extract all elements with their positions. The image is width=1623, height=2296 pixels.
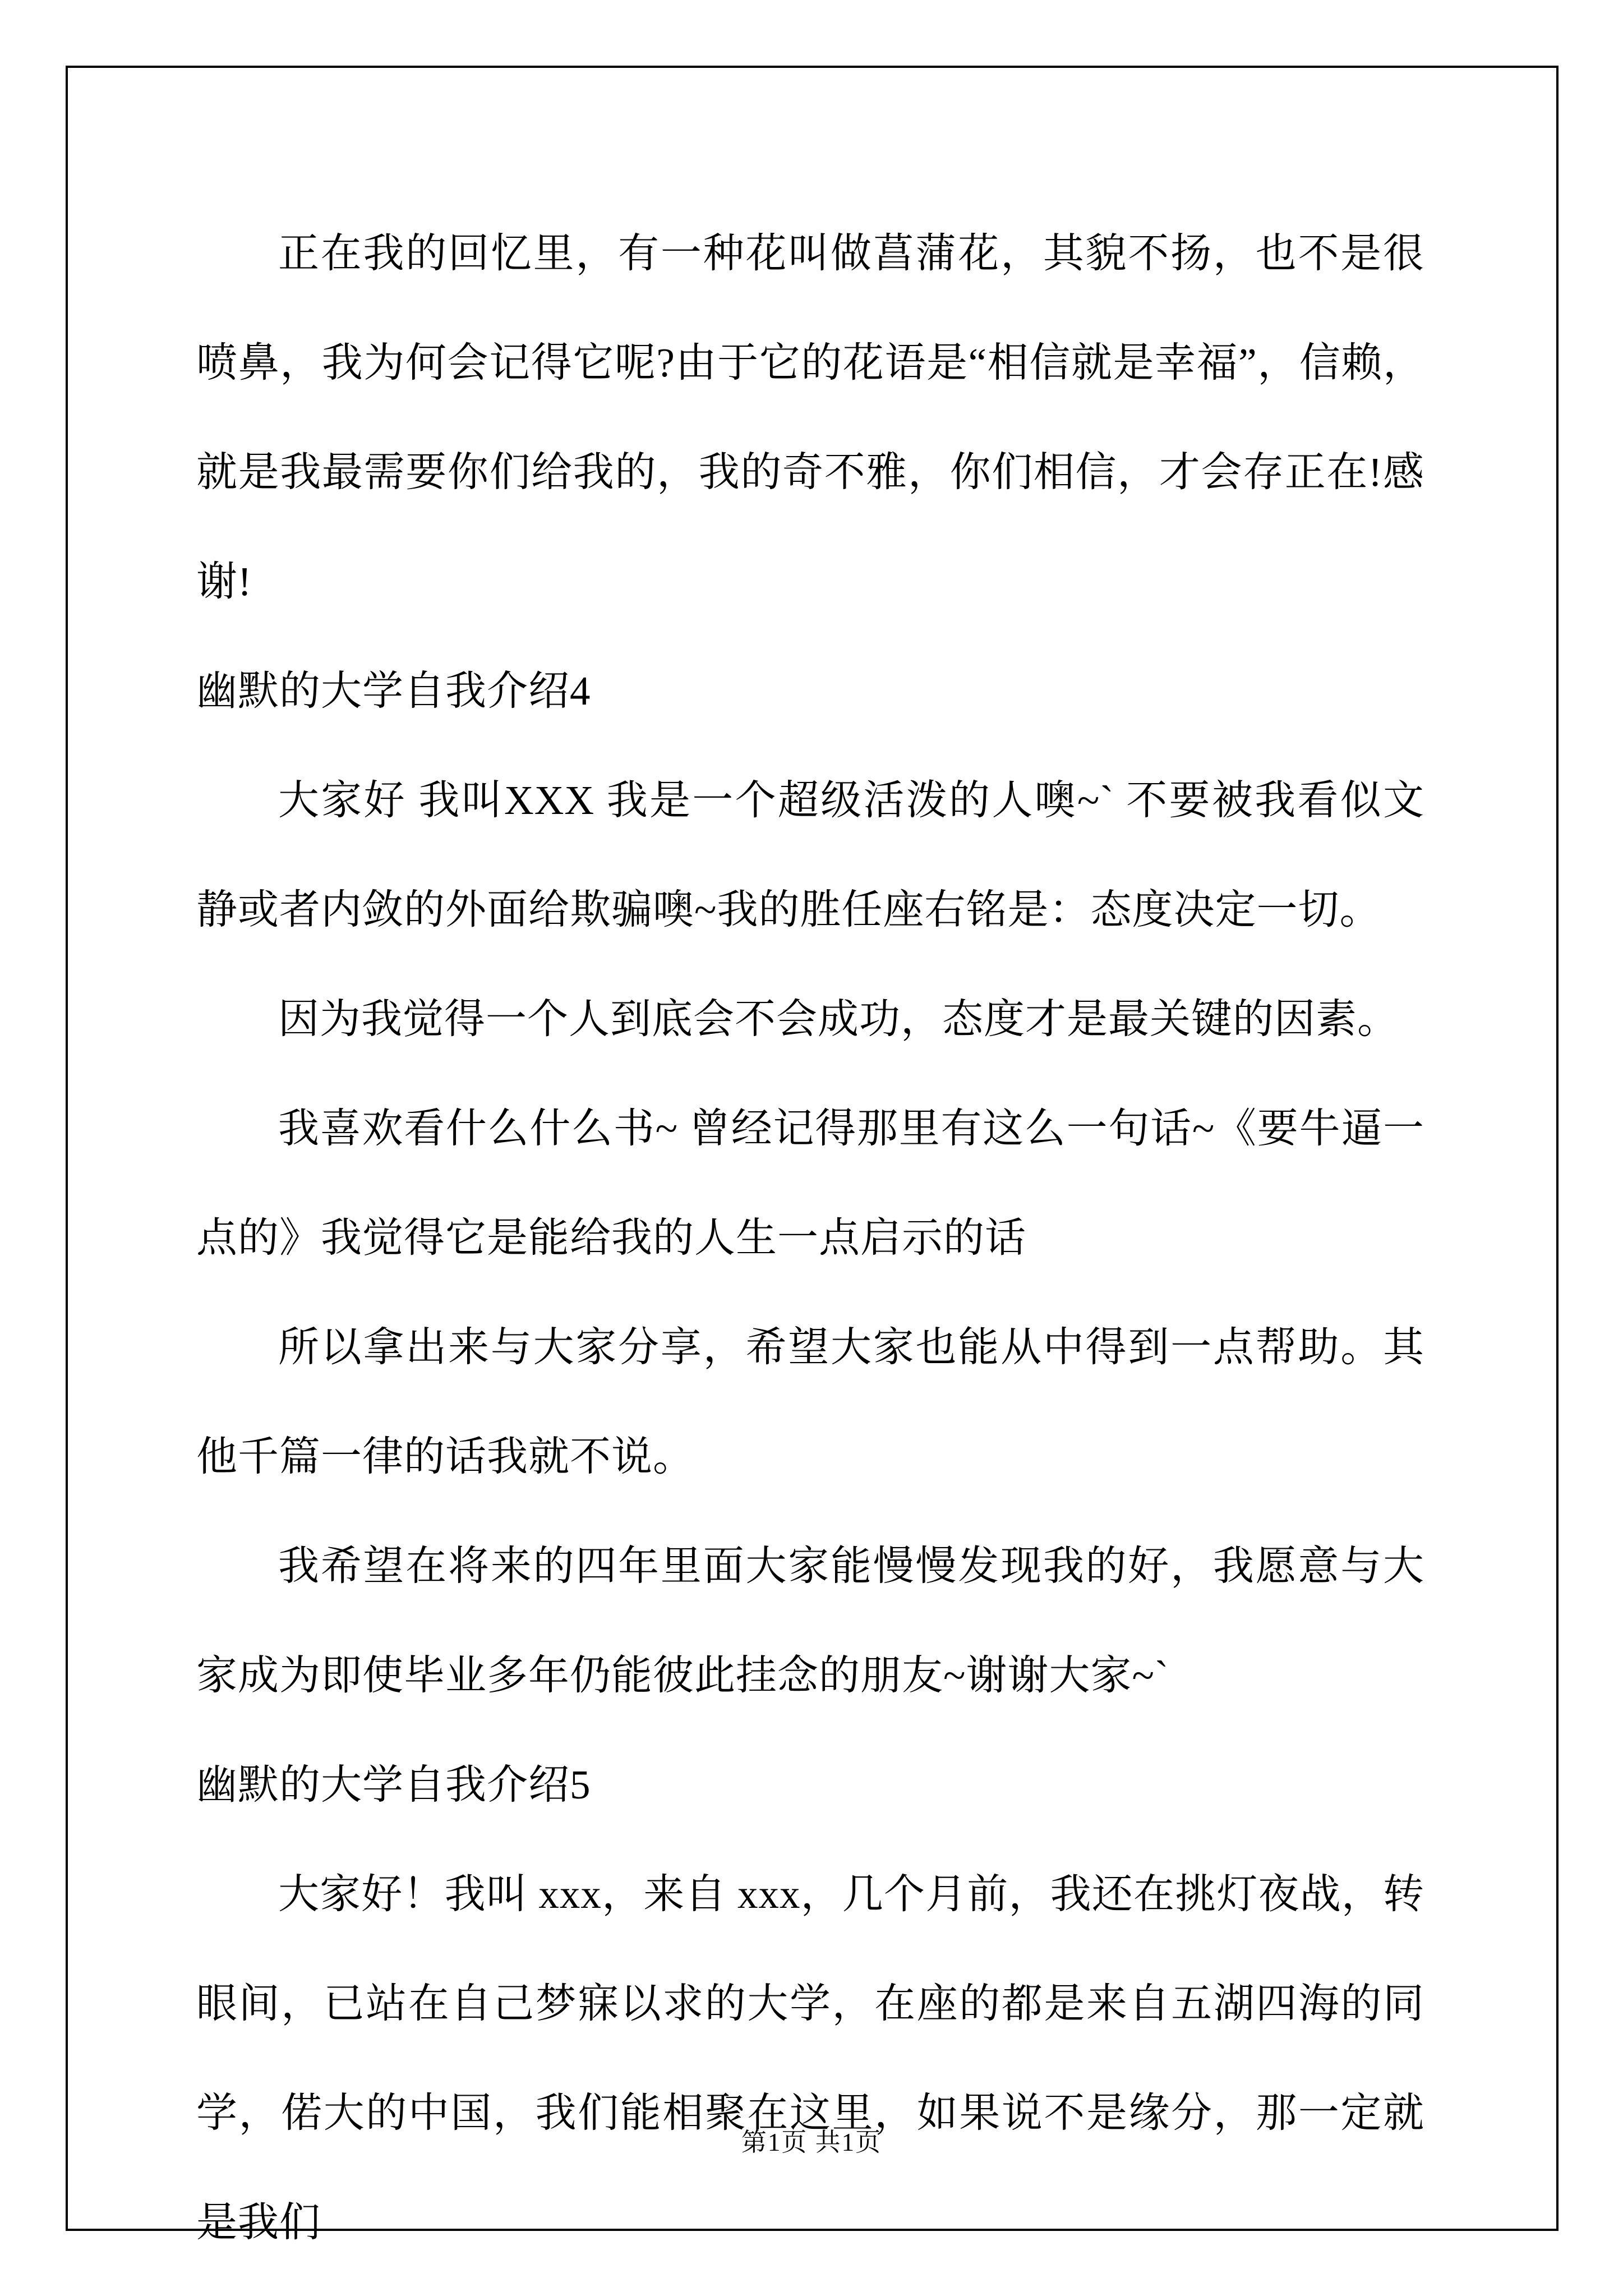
paragraph: 所以拿出来与大家分享，希望大家也能从中得到一点帮助。其他千篇一律的话我就不说。 [196,1324,1424,1479]
section-heading: 幽默的大学自我介绍5 [196,1762,591,1807]
paragraph: 因为我觉得一个人到底会不会成功，态度才是最关键的因素。 [278,996,1399,1042]
paragraph: 我希望在将来的四年里面大家能慢慢发现我的好，我愿意与大家成为即使毕业多年仍能彼此挂念的朋友~谢谢大家~` [196,1543,1424,1698]
document-body [196,199,1424,2277]
paragraph: 大家好！我叫 xxx，来自 xxx，几个月前，我还在挑灯夜战，转眼间，已站在自己梦寐以求的大学，在座的都是来自五湖四海的同学，偌大的中国，我们能相聚在这里，如果说不是缘分，那一定就是我们 [196,1871,1424,2245]
section-heading: 幽默的大学自我介绍4 [196,668,591,714]
paragraph: 大家好 我叫XXX 我是一个超级活泼的人噢~` 不要被我看似文静或者内敛的外面给欺骗噢~我的胜任座右铭是：态度决定一切。 [196,777,1424,932]
paragraph: 正在我的回忆里，有一种花叫做菖蒲花，其貌不扬，也不是很喷鼻，我为何会记得它呢?由于它的花语是“相信就是幸福”，信赖，就是我最需要你们给我的，我的奇不雅，你们相信，才会存正在!感谢! [196,231,1424,604]
paragraph: 我喜欢看什么什么书~ 曾经记得那里有这么一句话~《要牛逼一点的》我觉得它是能给我的人生一点启示的话 [196,1106,1424,1260]
page-number-footer: 第1页 共1页 [741,2128,882,2156]
